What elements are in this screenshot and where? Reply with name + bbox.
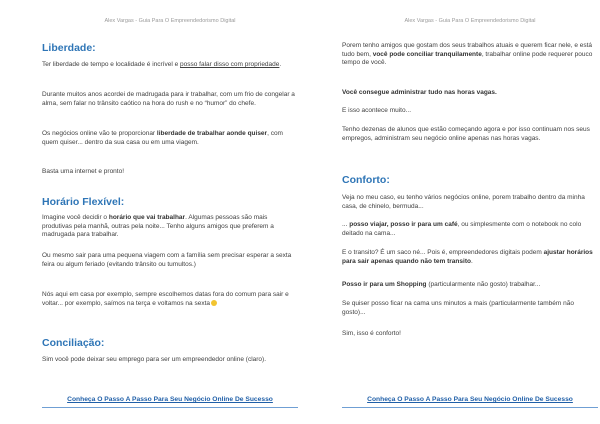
text: Imagine você decidir o (42, 214, 109, 221)
paragraph: Sim você pode deixar seu emprego para ser um empreendedor online (claro). (42, 356, 267, 363)
bold-text: liberdade de trabalhar aonde quiser (156, 130, 268, 137)
underlined-text: posso falar disso com propriedade (180, 61, 280, 68)
text: Nós aqui em casa por exemplo, sempre escolhemos datas fora do comum para sair e voltar... por exemplo, saímos na terça e voltamos na sexta (42, 291, 289, 307)
paragraph: Tenho dezenas de alunos que estão começando agora e por isso continuam nos seus empregos, administram seu negócio online apenas nas horas vagas. (342, 126, 590, 142)
heading-conforto: Conforto: (342, 174, 390, 186)
text: , com quem quiser... dentro da sua casa ou em uma viagem. (42, 130, 283, 146)
bold-text: Posso ir para um Shopping (342, 281, 427, 288)
footer-divider (342, 407, 598, 408)
text: , ou simplesmente com o notebook no colo deitado na cama... (342, 221, 582, 237)
text: E o transito? É um saco né... Pois é, empreendedores digitais podem (342, 249, 544, 256)
text: Os negócios online vão te proporcionar (42, 130, 157, 137)
heading-conciliacao: Conciliação: (42, 337, 105, 349)
paragraph (342, 249, 598, 266)
smiley-icon (211, 300, 217, 306)
bold-text: ajustar horários para sair apenas quando não tem transito (342, 249, 593, 265)
paragraph: Veja no meu caso, eu tenho vários negócios online, porem trabalho dentro da minha casa, de chinelo, bermuda... (342, 194, 585, 210)
paragraph (42, 291, 298, 308)
text: (particularmente não gosto) trabalhar... (426, 281, 541, 288)
paragraph: Sim, isso é conforto! (342, 330, 401, 337)
bold-text: Você consegue administrar tudo nas horas vagas. (342, 89, 497, 96)
text: Porem tenho amigos que gostam dos seus trabalhos atuais e querem ficar nele, e está tudo bem, (342, 42, 593, 58)
text: ... (342, 221, 350, 228)
paragraph (342, 281, 598, 290)
paragraph: Basta uma internet e pronto! (42, 168, 125, 175)
bold-text: você pode conciliar tranquilamente (372, 50, 482, 58)
paragraph (42, 130, 298, 147)
bold-text: posso viajar, posso ir para um café (349, 221, 458, 228)
paragraph (342, 221, 598, 238)
right-page (342, 0, 598, 424)
running-head: Alex Vargas - Guia Para O Empreendedorismo Digital (404, 18, 536, 24)
paragraph: Durante muitos anos acordei de madrugada para ir trabalhar, com um frio de congelar a alma, sem falar no trânsito caótico na hora do rush e no “humor” do chefe. (42, 91, 295, 107)
paragraph (42, 214, 298, 240)
footer-link[interactable]: Conheça O Passo A Passo Para Seu Negócio Online De Sucesso (367, 396, 573, 403)
text: Ter liberdade de tempo e localidade é incrível e (42, 61, 181, 68)
text: . (470, 257, 473, 265)
paragraph (342, 42, 598, 68)
heading-horario-flexivel: Horário Flexível: (42, 196, 125, 208)
heading-liberdade: Liberdade: (42, 42, 96, 54)
paragraph: Ou mesmo sair para uma pequena viagem com a família sem precisar esperar a sexta feira ou algum feriado (evitando trânsito ou tumultos.) (42, 252, 292, 268)
paragraph (342, 89, 598, 98)
paragraph: E isso acontece muito... (342, 107, 412, 114)
text: , trabalhar online pode requerer pouco tempo de você. (342, 50, 593, 67)
bold-text: horário que vai trabalhar (108, 214, 186, 221)
running-head: Alex Vargas - Guia Para O Empreendedorismo Digital (104, 18, 236, 24)
left-page (42, 0, 298, 424)
text: . Algumas pessoas são mais produtivas pela manhã, outras pela noite... Tenho alguns amigos que preferem a madrugada para trabalhar. (42, 214, 274, 239)
text: . (279, 61, 282, 68)
footer-link[interactable]: Conheça O Passo A Passo Para Seu Negócio Online De Sucesso (67, 396, 273, 403)
footer-divider (42, 407, 298, 408)
paragraph (42, 61, 298, 70)
paragraph: Se quiser posso ficar na cama uns minutos a mais (particularmente também não gosto)... (342, 300, 574, 316)
